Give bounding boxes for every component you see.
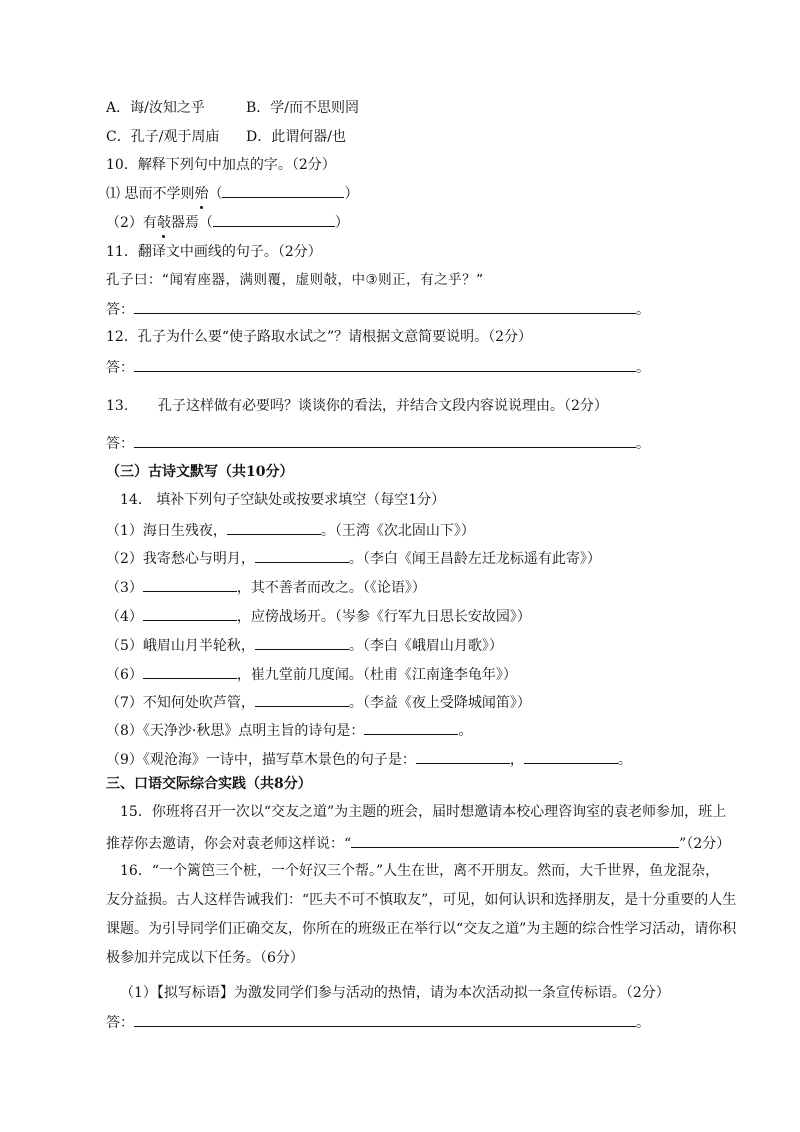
poem-item-3: （3） ，其不善者而改之。（《论语》）	[106, 577, 426, 597]
poem-blank-1[interactable]	[227, 520, 321, 535]
poem-item-2: （2）我寄愁心与明月， 。（李白《闻王昌龄左迁龙标遥有此寄》）	[106, 548, 601, 568]
option-c: C．孔子/观于周庙	[106, 129, 220, 145]
q15-line2: 推荐你去邀请，你会对袁老师这样说：“ ”（2分）	[106, 833, 730, 853]
poem-blank-2[interactable]	[255, 548, 349, 563]
q13-stem-row	[106, 397, 608, 415]
dotted-char-2: 敧	[156, 215, 171, 231]
option-b: B．学/而不思则罔	[246, 100, 360, 116]
q9-options-row2	[106, 128, 346, 146]
q16-sub1-answer-line[interactable]	[134, 1012, 636, 1027]
poem-item-4: （4） ，应傍战场开。（岑参《行军九日思长安故园》）	[106, 606, 531, 626]
q15-answer-line[interactable]	[351, 833, 679, 848]
poem-blank-3[interactable]	[143, 577, 237, 592]
dotted-char-1: 殆	[194, 186, 209, 202]
poem-blank-8[interactable]	[364, 720, 458, 735]
poem-blank-7[interactable]	[255, 692, 349, 707]
poem-blank-9a[interactable]	[416, 749, 510, 764]
q13-number: 13.	[106, 398, 129, 414]
q11-answer: 答： 。	[106, 299, 650, 319]
q10-item2: （2）有敧器焉（ ）	[106, 212, 349, 232]
poem-item-9: （9）《观沧海》一诗中，描写草木景色的句子是： ， 。	[106, 749, 632, 769]
q16-line-1: 16．“一个篱笆三个桩，一个好汉三个帮。”人生在世，离不开朋友。然而，大千世界，鱼龙混杂，	[120, 863, 720, 879]
q16-line-4: 极参加并完成以下任务。（6分）	[106, 950, 304, 966]
q16-line-3: 课题。为引导同学们正确交友，你所在的班级正在举行以“交友之道”为主题的综合性学习活动，请你积	[106, 921, 737, 937]
q11-quote: 孔子曰：“闻宥座器，满则覆，虚则敧，中③则正，有之乎？”	[106, 272, 484, 288]
q10-blank-2[interactable]	[213, 212, 335, 227]
q11-answer-line[interactable]	[134, 299, 636, 314]
q16-line-2: 友分益损。古人这样告诫我们：“匹夫不可不慎取友”，可见，如何认识和选择朋友，是十分重要的人生	[106, 892, 737, 908]
option-a: A．诲/汝知之乎	[106, 100, 205, 116]
q10-stem: 10．解释下列句中加点的字。（2分）	[106, 157, 336, 173]
q10-blank-1[interactable]	[222, 183, 344, 198]
q16-sub1: （1）【拟写标语】为激发同学们参与活动的热情，请为本次活动拟一条宣传标语。（2分）	[120, 985, 670, 1001]
q9-options-row1	[106, 99, 360, 117]
option-d: D．此谓何器/也	[246, 129, 346, 145]
poem-blank-6[interactable]	[143, 664, 237, 679]
section3-heading: （三）古诗文默写（共10分）	[106, 464, 294, 480]
q10-item1: ⑴ 思而不学则殆（ ）	[106, 183, 358, 203]
q11-stem: 11．翻译文中画线的句子。（2分）	[106, 244, 322, 260]
q15-line1: 15．你班将召开一次以“交友之道”为主题的班会，届时想邀请本校心理咨询室的袁老师参加，班上	[120, 804, 727, 820]
poem-item-7: （7）不知何处吹芦管， 。（李益《夜上受降城闻笛》）	[106, 692, 531, 712]
poem-item-6: （6） ，崔九堂前几度闻。（杜甫《江南逢李龟年》）	[106, 664, 517, 684]
poem-blank-9b[interactable]	[524, 749, 618, 764]
q16-sub1-answer: 答： 。	[106, 1012, 650, 1032]
poem-blank-4[interactable]	[143, 606, 237, 621]
poem-item-5: （5）峨眉山月半轮秋， 。（李白《峨眉山月歌》）	[106, 635, 503, 655]
q13-answer: 答： 。	[106, 433, 650, 453]
q12-stem: 12．孔子为什么要“使子路取水试之”？请根据文意简要说明。（2分）	[106, 329, 533, 345]
part3-heading: 三、口语交际综合实践（共8分）	[106, 776, 312, 792]
q12-answer: 答： 。	[106, 357, 650, 377]
poem-item-8: （8）《天净沙·秋思》点明主旨的诗句是： 。	[106, 720, 472, 740]
poem-blank-5[interactable]	[255, 635, 349, 650]
poem-item-1: （1）海日生残夜， 。（王湾《次北固山下》）	[106, 520, 475, 540]
q13-answer-line[interactable]	[134, 433, 636, 448]
q13-stem: 孔子这样做有必要吗？谈谈你的看法，并结合文段内容说说理由。（2分）	[158, 398, 608, 414]
q12-answer-line[interactable]	[134, 357, 636, 372]
q14-stem: 14． 填补下列句子空缺处或按要求填空（每空1分）	[120, 492, 446, 508]
